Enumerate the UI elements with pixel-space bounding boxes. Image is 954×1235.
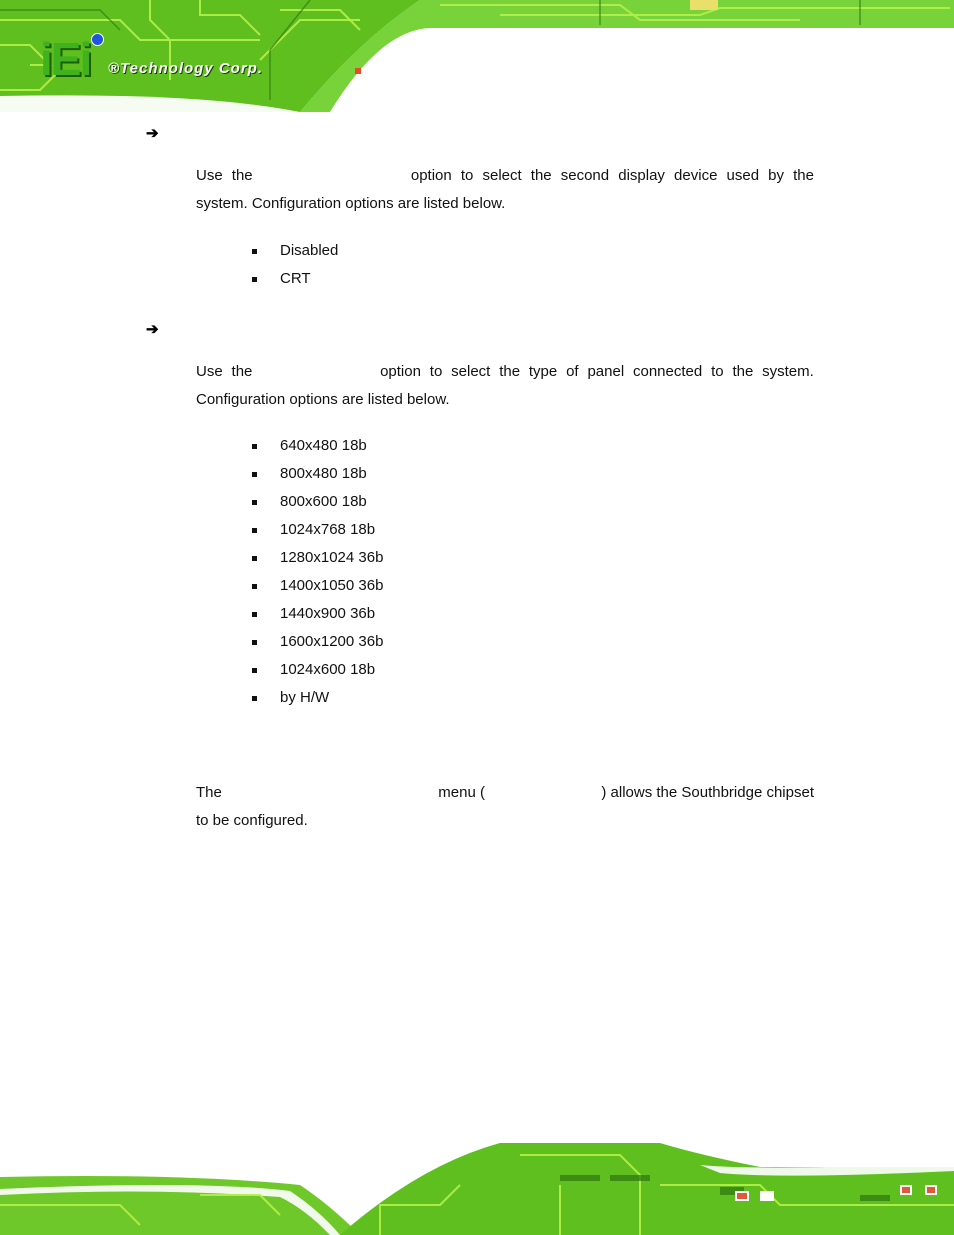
list-item bbox=[252, 488, 383, 516]
option-label: 1400x1050 36b bbox=[280, 577, 384, 594]
word: the bbox=[231, 363, 253, 380]
bullet-icon bbox=[252, 249, 257, 254]
company-logo bbox=[36, 28, 296, 88]
option-label: 1440x900 36b bbox=[280, 605, 376, 622]
word: menu ( bbox=[438, 784, 485, 801]
word: by bbox=[768, 167, 784, 184]
section-arrow-icon: ➔ bbox=[146, 321, 159, 338]
list-item bbox=[252, 656, 383, 684]
blank-gap bbox=[232, 779, 428, 807]
section-arrow-icon: ➔ bbox=[146, 125, 159, 142]
word: to bbox=[711, 363, 724, 380]
paragraph-line: Configuration options are listed below. bbox=[196, 391, 450, 408]
bullet-icon bbox=[252, 556, 257, 561]
bullet-icon bbox=[252, 584, 257, 589]
word: the bbox=[793, 167, 814, 184]
option-label: 1024x600 18b bbox=[280, 661, 376, 678]
word: The bbox=[196, 784, 222, 801]
option-label: Disabled bbox=[280, 242, 339, 259]
word: ) allows the Southbridge chipset bbox=[601, 784, 814, 801]
list-item bbox=[252, 516, 383, 544]
word: device bbox=[674, 167, 718, 184]
paragraph-line: system. Configuration options are listed below. bbox=[196, 195, 506, 212]
list-item bbox=[252, 265, 338, 293]
word: panel bbox=[587, 363, 625, 380]
word: to bbox=[429, 363, 443, 380]
display-options-list bbox=[252, 237, 338, 293]
word: connected bbox=[633, 363, 703, 380]
paragraph-line: to be configured. bbox=[196, 812, 308, 829]
list-item bbox=[252, 237, 338, 265]
panel-type-description bbox=[196, 358, 814, 414]
word: option bbox=[380, 363, 421, 380]
option-label: 800x480 18b bbox=[280, 465, 367, 482]
option-label: 640x480 18b bbox=[280, 437, 367, 454]
bullet-icon bbox=[252, 528, 257, 533]
word: type bbox=[528, 363, 558, 380]
paragraph-line bbox=[196, 358, 814, 386]
bullet-icon bbox=[252, 696, 257, 701]
paragraph-line bbox=[196, 779, 814, 807]
header-banner bbox=[0, 0, 954, 112]
bullet-icon bbox=[252, 612, 257, 617]
option-label: 800x600 18b bbox=[280, 493, 367, 510]
logo-letters: iEi bbox=[40, 33, 91, 85]
southbridge-description bbox=[196, 779, 814, 835]
word: select bbox=[451, 363, 491, 380]
blank-gap bbox=[261, 358, 371, 386]
word: to bbox=[460, 167, 474, 184]
option-label: 1280x1024 36b bbox=[280, 549, 384, 566]
word: the bbox=[231, 167, 253, 184]
word: Use bbox=[196, 167, 223, 184]
word: system. bbox=[762, 363, 814, 380]
list-item bbox=[252, 432, 383, 460]
list-item bbox=[252, 600, 383, 628]
list-item bbox=[252, 684, 383, 712]
second-display-description bbox=[196, 162, 814, 218]
bullet-icon bbox=[252, 444, 257, 449]
word: select bbox=[482, 167, 522, 184]
word: second bbox=[560, 167, 610, 184]
panel-options-list bbox=[252, 432, 383, 712]
option-label: CRT bbox=[280, 270, 311, 287]
list-item bbox=[252, 544, 383, 572]
word: of bbox=[566, 363, 579, 380]
circuit-board-graphic bbox=[0, 1125, 954, 1235]
bullet-icon bbox=[252, 472, 257, 477]
bullet-icon bbox=[252, 277, 257, 282]
footer-banner bbox=[0, 1125, 954, 1235]
blank-gap bbox=[262, 162, 402, 190]
word: the bbox=[732, 363, 754, 380]
word: option bbox=[410, 167, 452, 184]
bullet-icon bbox=[252, 640, 257, 645]
word: Use bbox=[196, 363, 223, 380]
option-label: 1024x768 18b bbox=[280, 521, 376, 538]
list-item bbox=[252, 460, 383, 488]
option-label: 1600x1200 36b bbox=[280, 633, 384, 650]
word: used bbox=[726, 167, 760, 184]
logo-company-name: ®Technology Corp. bbox=[108, 60, 263, 77]
paragraph-line bbox=[196, 162, 814, 190]
list-item bbox=[252, 572, 383, 600]
bullet-icon bbox=[252, 668, 257, 673]
option-label: by H/W bbox=[280, 689, 330, 706]
word: the bbox=[499, 363, 521, 380]
logo-dot-icon bbox=[91, 33, 104, 46]
blank-gap bbox=[495, 779, 591, 807]
bullet-icon bbox=[252, 500, 257, 505]
list-item bbox=[252, 628, 383, 656]
word: display bbox=[618, 167, 665, 184]
word: the bbox=[530, 167, 552, 184]
